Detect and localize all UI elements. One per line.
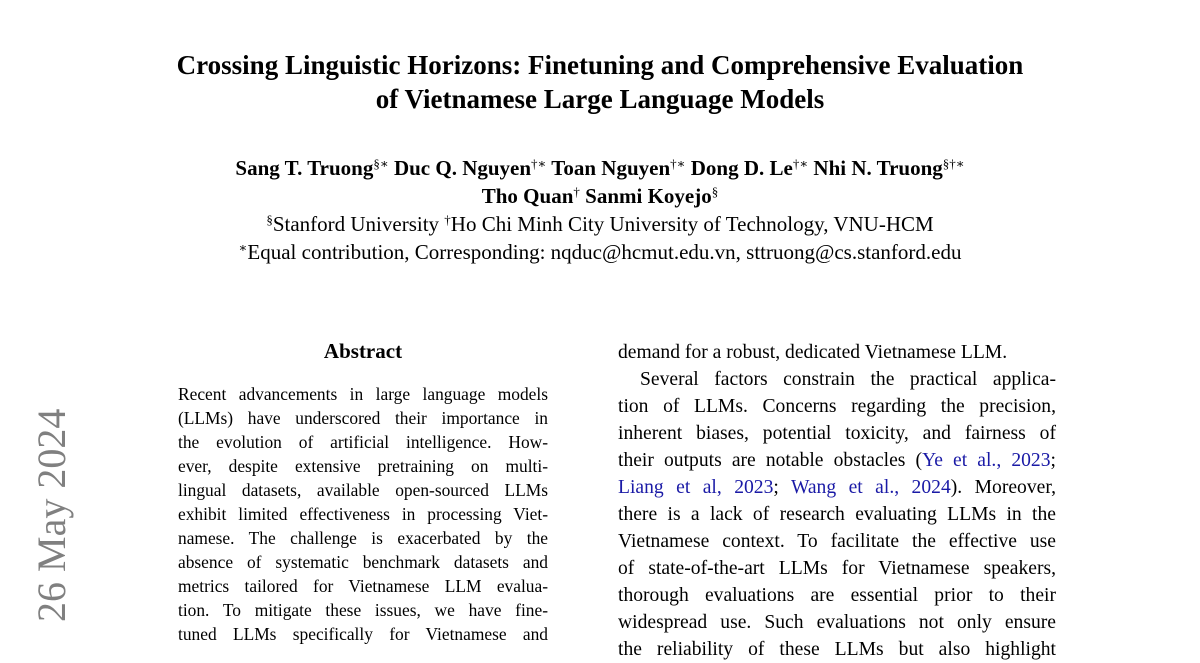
body-line: there is a lack of research evaluating LLMs in the (618, 504, 1056, 525)
body-line: of state-of-the-art LLMs for Vietnamese speakers, (618, 558, 1056, 579)
abstract-line: absence of systematic benchmark datasets and (178, 552, 548, 572)
affiliation-mark: § (266, 212, 273, 227)
author-mark: †∗ (670, 156, 686, 171)
abstract-line: namese. The challenge is exacerbated by the (178, 528, 548, 548)
author-mark: § (711, 184, 719, 199)
author-mark: §†∗ (942, 156, 965, 171)
affiliation-mark: † (444, 212, 451, 227)
affiliation-line (0, 210, 1200, 238)
abstract-body (178, 382, 548, 646)
author-mark: †∗ (792, 156, 809, 171)
body-column (618, 339, 1056, 663)
author-name: Sanmi Koyejo (585, 184, 712, 208)
body-text: their outputs are notable obstacles ( (618, 450, 923, 471)
citation-link[interactable]: Liang et al, 2023 (618, 477, 774, 498)
citation-link[interactable]: Ye et al., 2023 (922, 450, 1051, 471)
author-list (0, 154, 1200, 210)
abstract-line: metrics tailored for Vietnamese LLM evalua- (178, 576, 548, 596)
abstract-heading: Abstract (323, 339, 403, 363)
abstract-line: tion. To mitigate these issues, we have fine- (178, 600, 548, 620)
author-name: Sang T. Truong (235, 156, 374, 180)
body-line: the reliability of these LLMs but also highlight (618, 639, 1056, 660)
note-text: Equal contribution, Corresponding: nqduc@hcmut.edu.vn, sttruong@cs.stanford.edu (247, 240, 962, 264)
author-name: Toan Nguyen (551, 156, 671, 180)
title-line: Crossing Linguistic Horizons: Finetuning and Comprehensive Evaluation (176, 50, 1024, 80)
abstract-line: exhibit limited effectiveness in processing Viet- (178, 504, 548, 524)
body-line: Several factors constrain the practical applica- (640, 369, 1056, 390)
body-line (618, 447, 1056, 474)
author-mark: †∗ (531, 156, 547, 171)
citation-link[interactable]: Wang et al., 2024 (790, 477, 951, 498)
citation-separator: ; (773, 477, 791, 498)
author-mark: §∗ (373, 156, 389, 171)
author-name: Dong D. Le (690, 156, 793, 180)
abstract-line: lingual datasets, available open-sourced LLMs (178, 480, 548, 500)
arxiv-date-stamp: 26 May 2024 (29, 408, 74, 622)
abstract-line: the evolution of artificial intelligence. How- (178, 432, 548, 452)
abstract-line: ever, despite extensive pretraining on multi- (178, 456, 548, 476)
body-line: tion of LLMs. Concerns regarding the precision, (618, 396, 1056, 417)
paper-title (0, 48, 1200, 116)
abstract-line: Recent advancements in large language models (178, 384, 548, 404)
body-line: inherent biases, potential toxicity, and fairness of (618, 423, 1056, 444)
author-mark: † (573, 184, 580, 199)
affiliations (0, 210, 1200, 266)
affiliation-text: Stanford University (272, 212, 440, 236)
note-mark: ∗ (238, 240, 248, 255)
title-line: of Vietnamese Large Language Models (375, 84, 825, 114)
abstract-line: tuned LLMs specifically for Vietnamese and (178, 624, 548, 644)
body-line: thorough evaluations are essential prior to their (618, 585, 1056, 606)
body-text: ). Moreover, (950, 477, 1056, 498)
citation-separator: ; (1050, 450, 1056, 471)
body-line: demand for a robust, dedicated Vietnamese LLM. (618, 342, 1008, 363)
author-name: Duc Q. Nguyen (393, 156, 532, 180)
author-name: Tho Quan (481, 184, 574, 208)
body-line: widespread use. Such evaluations not only ensure (618, 612, 1056, 633)
abstract-line: (LLMs) have underscored their importance in (178, 408, 548, 428)
author-line (0, 154, 1200, 182)
contribution-note (0, 238, 1200, 266)
author-name: Nhi N. Truong (813, 156, 943, 180)
body-line: Vietnamese context. To facilitate the effective use (618, 531, 1056, 552)
body-line (618, 474, 1056, 501)
affiliation-text: Ho Chi Minh City University of Technology, VNU-HCM (450, 212, 934, 236)
author-line (0, 182, 1200, 210)
